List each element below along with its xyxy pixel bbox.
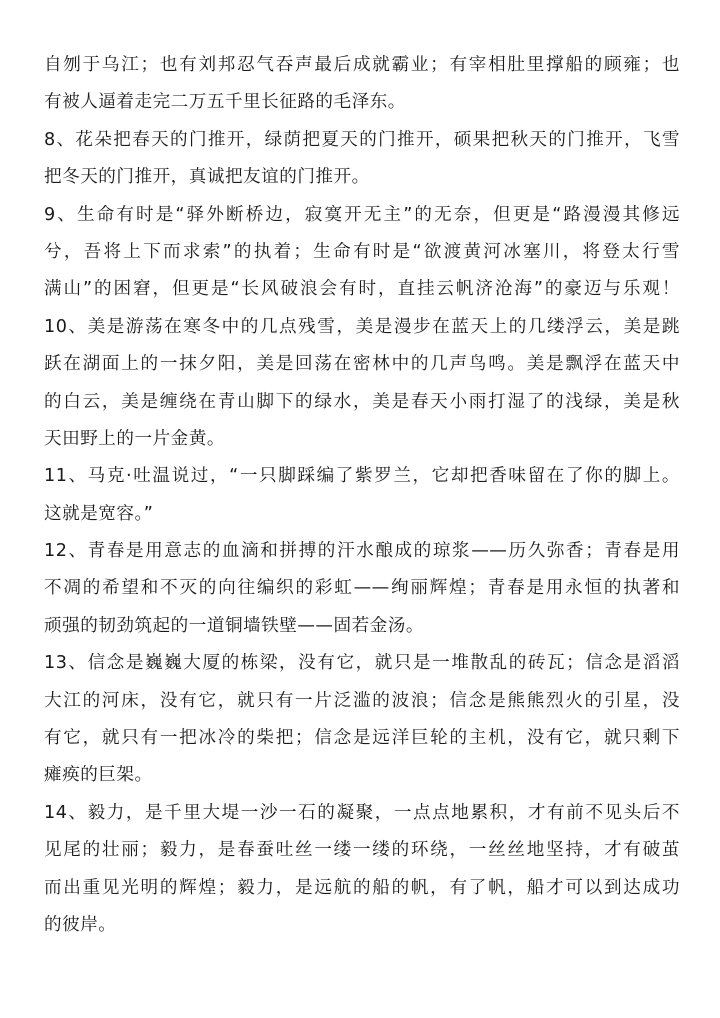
text-line: 大江的河床，没有它，就只有一片泛滥的波浪；信念是熊熊烈火的引星，没 <box>44 690 680 711</box>
text-line: 不凋的希望和不灭的向往编织的彩虹——绚丽辉煌；青春是用永恒的执著和 <box>44 578 680 599</box>
paragraph <box>44 533 680 645</box>
text-line: 见尾的壮丽；毅力，是春蚕吐丝一缕一缕的环绕，一丝丝地坚持，才有破茧 <box>44 840 680 861</box>
text-line: 自刎于乌江；也有刘邦忍气吞声最后成就霸业；有宰相肚里撑船的顾雍；也 <box>44 55 680 75</box>
text-line: 10、美是游荡在寒冬中的几点残雪，美是漫步在蓝天上的几缕浮云，美是跳 <box>44 316 680 337</box>
text-line: 的彼岸。 <box>44 914 117 935</box>
text-line: 这就是宽容。” <box>44 503 154 524</box>
text-line: 11、马克·吐温说过，“一只脚踩编了紫罗兰，它却把香味留在了你的脚上。 <box>44 466 680 487</box>
text-line: 而出重见光明的辉煌；毅力，是远航的船的帆，有了帆，船才可以到达成功 <box>44 877 680 898</box>
text-line: 瘫痪的巨架。 <box>44 765 153 786</box>
text-line: 兮，吾将上下而求索”的执着；生命有时是“欲渡黄河冰塞川，将登太行雪 <box>44 241 680 262</box>
text-line: 9、生命有时是“驿外断桥边，寂寞开无主”的无奈，但更是“路漫漫其修远 <box>44 204 680 225</box>
text-line: 满山”的困窘，但更是“长风破浪会有时，直挂云帆济沧海”的豪迈与乐观！ <box>44 279 680 300</box>
text-line: 顽强的韧劲筑起的一道铜墙铁壁——固若金汤。 <box>44 615 424 636</box>
text-line: 跃在湖面上的一抹夕阳，美是回荡在密林中的几声鸟鸣。美是飘浮在蓝天中 <box>44 354 680 375</box>
text-line: 天田野上的一片金黄。 <box>44 428 225 449</box>
text-line: 8、花朵把春天的门推开，绿荫把夏天的门推开，硕果把秋天的门推开，飞雪 <box>44 129 680 150</box>
text-line: 有它，就只有一把冰冷的柴把；信念是远洋巨轮的主机，没有它，就只剩下 <box>44 728 680 749</box>
paragraph <box>44 47 680 122</box>
text-line: 有被人逼着走完二万五千里长征路的毛泽东。 <box>44 92 406 113</box>
paragraph <box>44 458 680 533</box>
text-line: 13、信念是巍巍大厦的栋梁，没有它，就只是一堆散乱的砖瓦；信念是滔滔 <box>44 653 680 674</box>
text-line: 把冬天的门推开，真诚把友谊的门推开。 <box>44 167 370 188</box>
text-line: 12、青春是用意志的血滴和拼搏的汗水酿成的琼浆——历久弥香；青春是用 <box>44 541 680 562</box>
text-line: 的白云，美是缠绕在青山脚下的绿水，美是春天小雨打湿了的浅绿，美是秋 <box>44 391 680 412</box>
paragraph <box>44 795 680 945</box>
text-line: 14、毅力，是千里大堤一沙一石的凝聚，一点点地累积，才有前不见头后不 <box>44 802 680 823</box>
document-page <box>44 47 680 944</box>
paragraph <box>44 645 680 795</box>
paragraph <box>44 122 680 197</box>
paragraph <box>44 309 680 459</box>
paragraph <box>44 197 680 309</box>
